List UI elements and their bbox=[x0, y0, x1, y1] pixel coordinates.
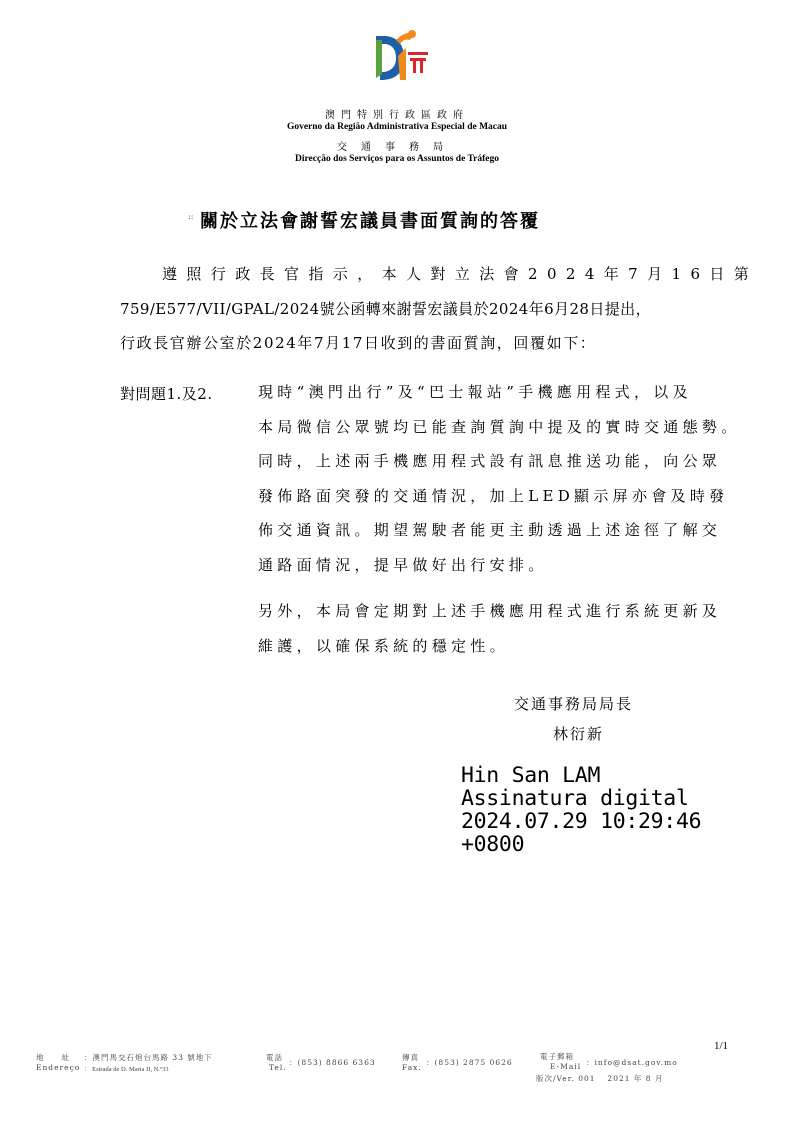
paragraph-line: 通路面情況，提早做好出行安排。 bbox=[258, 555, 548, 574]
digital-signature bbox=[461, 764, 701, 856]
footer-fax: ：(853) 2875 0626 bbox=[426, 1058, 513, 1067]
footer-address-label-pt: Endereço bbox=[36, 1063, 81, 1072]
signature-title: 交通事務局局長 bbox=[514, 695, 634, 713]
paragraph-line: 本局微信公眾號均已能查詢質詢中提及的實時交通態勢。 bbox=[258, 417, 741, 436]
paragraph-line: 同時，上述兩手機應用程式設有訊息推送功能，向公眾 bbox=[258, 452, 722, 470]
intro-line: 遵照行政長官指示，本人對立法會2024年7月16日第 bbox=[162, 265, 759, 283]
digital-signature-name: Hin San LAM bbox=[461, 763, 601, 788]
paragraph-line: 維護，以確保系統的穩定性。 bbox=[258, 636, 509, 655]
government-name-pt: Governo da Região Administrativa Especial de Macau bbox=[286, 122, 508, 132]
paragraph-line: 發佈路面突發的交通情況，加上LED顯示屏亦會及時發 bbox=[258, 486, 729, 505]
footer-email-label-zh: 電子郵箱 bbox=[540, 1052, 574, 1061]
footer-tel-label-zh: 電話 bbox=[266, 1053, 283, 1062]
footer-address-zh: ：澳門馬交石炮台馬路 33 號地下 bbox=[84, 1053, 213, 1062]
answer-paragraph-2 bbox=[258, 594, 758, 663]
footer-address-label-zh: 地 址 bbox=[36, 1053, 70, 1062]
digital-signature-timezone: +0800 bbox=[461, 832, 525, 857]
footer-email: ：info@dsat.gov.mo bbox=[586, 1058, 678, 1067]
footer-fax-label-en: Fax. bbox=[402, 1063, 422, 1072]
question-label: 對問題1.及2. bbox=[120, 385, 213, 403]
department-name-zh: 交通事務局 bbox=[337, 142, 457, 153]
paragraph-line: 佈交通資訊。期望駕駛者能更主動透過上述途徑了解交 bbox=[258, 521, 722, 539]
footer-address-pt: ： Estrada de D. Maria II, N.º33 bbox=[84, 1066, 169, 1073]
title-mark: :: bbox=[188, 212, 194, 221]
page-number: 1/1 bbox=[714, 1040, 729, 1052]
intro-line: 行政長官辦公室於2024年7月17日收到的書面質詢，回覆如下： bbox=[120, 334, 597, 352]
paragraph-line: 現時“澳門出行”及“巴士報站”手機應用程式，以及 bbox=[258, 383, 692, 401]
intro-line: 759/E577/VII/GPAL/2024號公函轉來謝誓宏議員於2024年6月28日提出， bbox=[120, 300, 651, 318]
digital-signature-label: Assinatura digital bbox=[461, 786, 689, 811]
footer-tel-label-en: Tel. bbox=[269, 1063, 287, 1072]
signature-name: 林衍新 bbox=[553, 725, 605, 743]
footer-email-label-en: E-Mail bbox=[550, 1062, 582, 1071]
paragraph-line: 另外，本局會定期對上述手機應用程式進行系統更新及 bbox=[258, 602, 722, 620]
document-title: 關於立法會謝誓宏議員書面質詢的答覆 bbox=[200, 211, 540, 232]
dsat-logo bbox=[370, 26, 432, 88]
department-name-pt: Direcção dos Serviços para os Assuntos de Tráfego bbox=[295, 154, 499, 164]
footer-version: 版次/Ver. 001 2021 年 8 月 bbox=[536, 1074, 664, 1083]
footer-fax-label-zh: 傳真 bbox=[402, 1053, 419, 1062]
digital-signature-timestamp: 2024.07.29 10:29:46 bbox=[461, 809, 702, 834]
government-name-zh: 澳門特別行政區政府 bbox=[325, 110, 469, 121]
answer-paragraph-1 bbox=[258, 375, 758, 582]
footer-tel: ：(853) 8866 6363 bbox=[289, 1058, 376, 1067]
